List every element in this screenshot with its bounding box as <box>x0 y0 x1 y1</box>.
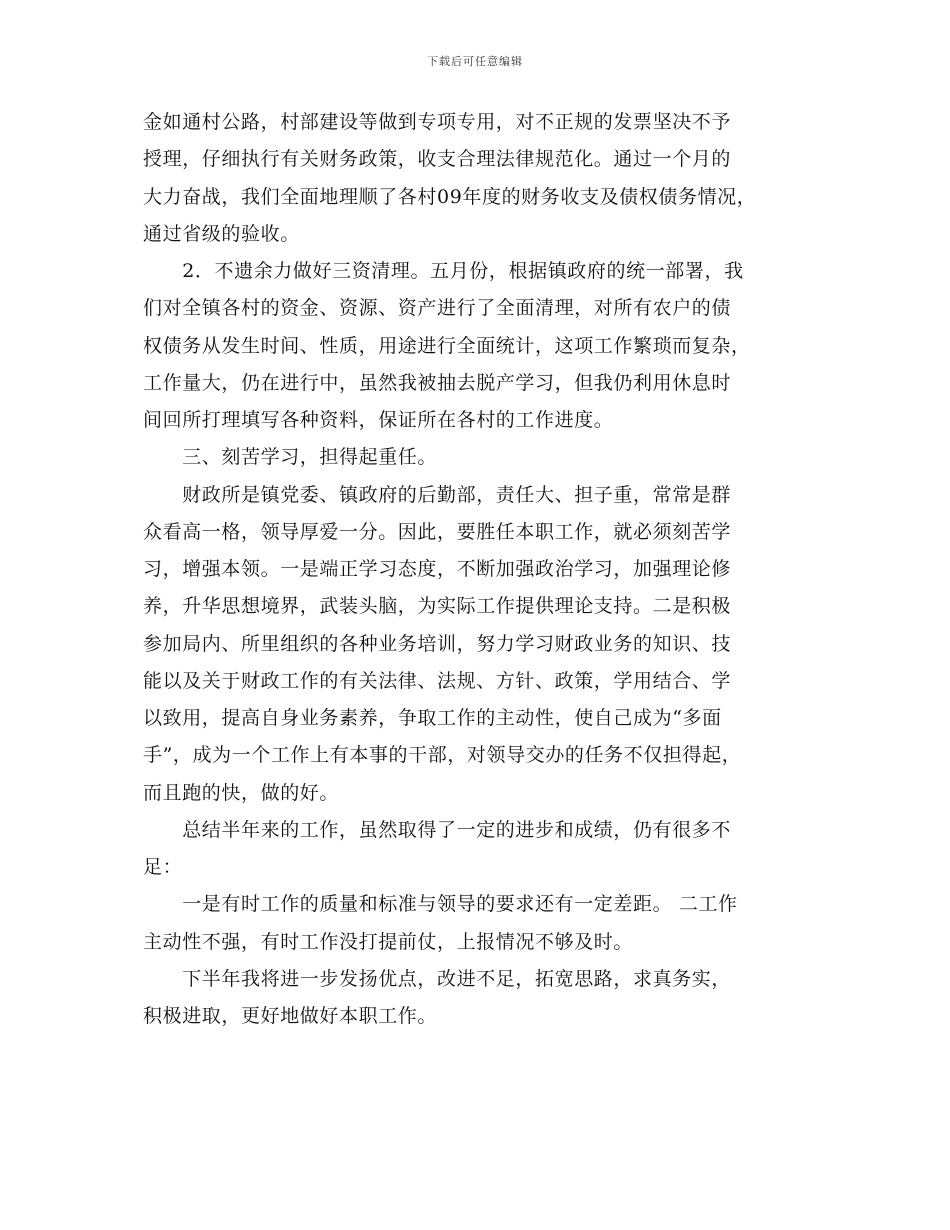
text-line: 养，升华思想境界，武装头脑，为实际工作提供理论支持。二是积极 <box>143 595 732 618</box>
text-line: 金如通村公路，村部建设等做到专项专用，对不正规的发票坚决不予 <box>143 111 732 133</box>
text-line: 积极进取，更好地做好本职工作。 <box>143 1005 438 1027</box>
page-header: 下载后可任意编辑 <box>427 55 523 68</box>
text-line: 2．不遗余力做好三资清理。五月份，根据镇政府的统一部署，我 <box>143 260 744 282</box>
text-line: 一是有时工作的质量和标准与领导的要求还有一定差距。 二工作 <box>143 893 738 916</box>
text-line: 足： <box>143 856 183 878</box>
text-line: 权债务从发生时间、性质，用途进行全面统计，这项工作繁琐而复杂， <box>143 334 751 357</box>
text-line: 以致用，提高自身业务素养，争取工作的主动性，使自己成为“多面 <box>143 707 722 729</box>
text-line: 间回所打理填写各种资料，保证所在各村的工作进度。 <box>143 409 614 431</box>
text-line: 授理，仔细执行有关财务政策，收支合理法律规范化。通过一个月的 <box>143 148 732 171</box>
text-line: 众看高一格，领导厚爱一分。因此，要胜任本职工作，就必须刻苦学 <box>143 520 732 543</box>
text-line: 们对全镇各村的资金、资源、资产进行了全面清理，对所有农户的债 <box>143 297 732 320</box>
text-line: 手”，成为一个工作上有本事的干部，对领导交办的任务不仅担得起， <box>143 744 742 767</box>
document-body <box>143 104 815 1035</box>
section-heading: 三、刻苦学习，担得起重任。 <box>143 446 438 469</box>
text-line: 通过省级的验收。 <box>143 222 300 245</box>
text-line: 主动性不强，有时工作没打提前仗，上报情况不够及时。 <box>143 930 634 953</box>
text-line: 下半年我将进一步发扬优点，改进不足，拓宽思路，求真务实， <box>143 967 732 990</box>
text-line: 工作量大，仍在进行中，虽然我被抽去脱产学习，但我仍利用休息时 <box>143 371 732 394</box>
text-line: 而且跑的快，做的好。 <box>143 781 340 804</box>
text-line: 能以及关于财政工作的有关法律、法规、方针、政策，学用结合、学 <box>143 669 732 692</box>
text-line: 大力奋战，我们全面地理顺了各村09年度的财务收支及债权债务情况， <box>143 185 757 208</box>
text-line: 总结半年来的工作，虽然取得了一定的进步和成绩，仍有很多不 <box>143 818 732 841</box>
text-line: 财政所是镇党委、镇政府的后勤部，责任大、担子重，常常是群 <box>143 483 732 506</box>
text-line: 参加局内、所里组织的各种业务培训，努力学习财政业务的知识、技 <box>143 632 732 655</box>
text-line: 习，增强本领。一是端正学习态度，不断加强政治学习，加强理论修 <box>143 558 732 580</box>
